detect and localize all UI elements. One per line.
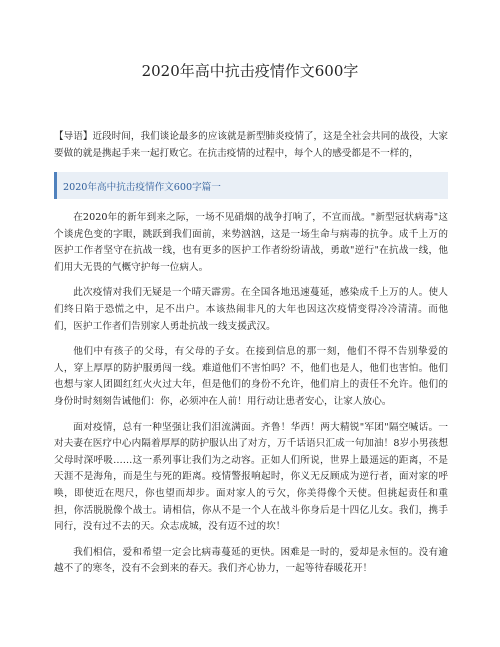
- paragraph-2: 此次疫情对我们无疑是一个晴天霹雳。在全国各地迅速蔓延，感染成千上万的人。使人们终日陷于恐慌之中，足不出户。本该热闹非凡的大年也因这次疫情变得冷冷清清。而他们，医护工作者们告别家人勇赴抗战一线支援武汉。: [54, 287, 448, 332]
- paragraph-1: 在2020年的新年到来之际，一场不见硝烟的战争打响了，不宣而战。"新型冠状病毒"这个谈虎色变的字眼，跳跃到我们面前，来势汹汹，这是一场生命与病毒的抗争。成千上万的医护工作者坚守在抗战一线，也有更多的医护工作者纷纷请战，勇敢"逆行"在抗战一线，他们用大无畏的气概守护每一位病人。: [54, 212, 448, 273]
- page-title: 2020年高中抗击疫情作文600字: [141, 62, 359, 80]
- paragraph-4: 面对疫情，总有一种坚强让我们泪流满面。齐鲁！华西！两大精锐"军团"隔空喊话。一对夫妻在医疗中心内隔着厚厚的防护服认出了对方，万千话语只汇成一句加油！8岁小男孩想父母时深呼吸……这一系列事让我们为之动容。正如人们所说，世界上最遥远的距离，不是天涯不是海角，而是生与死的距离。疫情警报响起时，你义无反顾成为逆行者，面对家的呼唤，即使近在咫尺，你也望而却步。面对家人的亏欠，你美得像个天使。但挑起责任和重担，你活脱脱像个战士。请相信，你从不是一个人在战斗你身后是十四亿儿女。我们，携手同行，没有过不去的天。众志成城，没有迈不过的坎！: [54, 421, 448, 533]
- section-heading: 2020年高中抗击疫情作文600字篇一: [63, 181, 221, 193]
- paragraph-3: 他们中有孩子的父母，有父母的子女。在接到信息的那一刻，他们不得不告别挚爱的人，穿上厚厚的防护服勇闯一线。难道他们不害怕吗？不，他们也是人，他们也害怕。他们也想与家人团圆红红火火过大年，但是他们的身份不允许，他们肩上的责任不允许。他们的身份时时刻刻告诫他们：你，必须冲在人前！用行动让患者安心，让家人放心。: [54, 346, 448, 407]
- intro-label: 【导语】: [54, 131, 93, 142]
- section-heading-bar: [54, 172, 448, 199]
- intro-paragraph: [54, 128, 448, 162]
- article-body: [54, 210, 448, 587]
- paragraph-5: 我们相信，爱和希望一定会比病毒蔓延的更快。困难是一时的，爱却是永恒的。没有逾越不了的寒冬，没有不会到来的春天。我们齐心协力，一起等待春暖花开！: [54, 546, 448, 575]
- intro-text: 近段时间，我们谈论最多的应该就是新型肺炎疫情了，这是全社会共同的战役，大家要做的就是携起手来一起打败它。在抗击疫情的过程中，每个人的感受都是不一样的，: [54, 131, 449, 159]
